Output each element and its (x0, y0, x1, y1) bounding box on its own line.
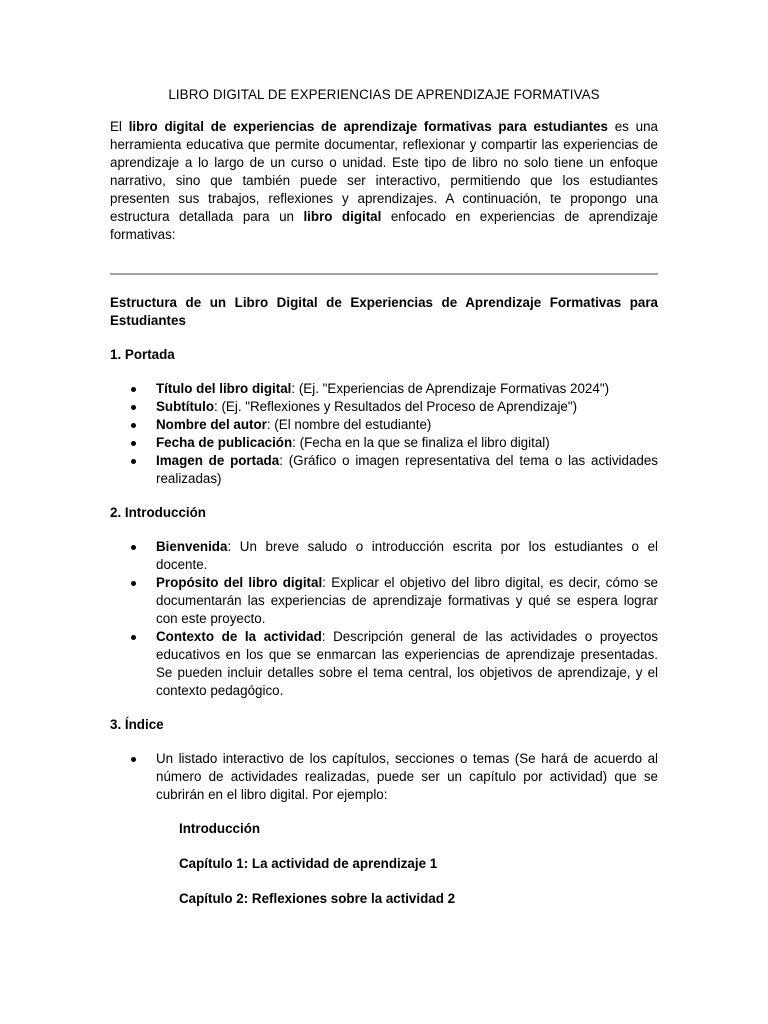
item-label: Bienvenida (156, 539, 228, 554)
item-label: Fecha de publicación (156, 435, 293, 450)
intro-bold-1: libro digital de experiencias de aprendizaje formativas para estudiantes (128, 119, 608, 134)
intro-bold-2: libro digital (303, 209, 382, 224)
item-text: : (El nombre del estudiante) (266, 417, 432, 432)
list-item (110, 380, 658, 398)
item-text: : (Gráfico o imagen representativa del tema o las actividades realizadas) (156, 453, 658, 486)
section-heading-indice: 3. Índice (110, 717, 164, 732)
bullet-icon (131, 387, 136, 392)
item-text: : Explicar el objetivo del libro digital, es decir, cómo se documentarán las experiencias de aprendizaje formativas y qué se espera lograr con este proyecto. (156, 575, 658, 626)
intro-text-3: enfocado en experiencias de aprendizaje formativas: (110, 209, 658, 242)
list-item (110, 416, 658, 434)
list-item (110, 452, 658, 488)
intro-text-1: El (110, 119, 129, 134)
intro-text-2: es una herramienta educativa que permite documentar, reflexionar y compartir las experiencias de aprendizaje a lo largo de un curso o unidad. Este tipo de libro no solo tiene un enfoque narrativo, sino que también puede ser interactivo, permitiendo que los estudiantes presenten sus trabajos, reflexiones y aprendizajes. A continuación, te propongo una estructura detallada para un (110, 119, 658, 224)
introduccion-list (110, 538, 658, 700)
item-label: Imagen de portada (156, 453, 280, 468)
item-label: Subtítulo (156, 399, 215, 414)
bullet-icon (131, 635, 136, 640)
list-item (110, 574, 658, 628)
bullet-icon (131, 423, 136, 428)
bullet-icon (131, 757, 136, 762)
document-title: LIBRO DIGITAL DE EXPERIENCIAS DE APRENDIZAJE FORMATIVAS (168, 87, 600, 102)
item-text: : Descripción general de las actividades o proyectos educativos en los que se enmarcan las experiencias de aprendizaje presentadas. Se pueden incluir detalles sobre el tema central, los objetivos de aprendizaje, y el contexto pedagógico. (156, 629, 658, 698)
toc-example-capitulo-2: Capítulo 2: Reflexiones sobre la actividad 2 (179, 891, 456, 906)
bullet-icon (131, 545, 136, 550)
item-text: : (Ej. "Experiencias de Aprendizaje Formativas 2024") (291, 381, 610, 396)
section-heading-introduccion: 2. Introducción (110, 505, 206, 520)
structure-heading: Estructura de un Libro Digital de Experiencias de Aprendizaje Formativas para Estudiantes (110, 295, 658, 328)
list-item (110, 434, 658, 452)
bullet-icon (131, 581, 136, 586)
item-text: Un listado interactivo de los capítulos, secciones o temas (Se hará de acuerdo al número de actividades realizadas, puede ser un capítulo por actividad) que se cubrirán en el libro digital. Por ejemplo: (156, 751, 658, 802)
horizontal-divider (110, 273, 658, 275)
list-item (110, 628, 658, 700)
indice-list (110, 750, 658, 804)
item-label: Nombre del autor (156, 417, 267, 432)
portada-list (110, 380, 658, 488)
bullet-icon (131, 441, 136, 446)
item-label: Propósito del libro digital (156, 575, 323, 590)
toc-example-introduccion: Introducción (179, 821, 261, 836)
section-heading-portada: 1. Portada (110, 347, 175, 362)
item-label: Contexto de la actividad (156, 629, 322, 644)
item-label: Título del libro digital (156, 381, 292, 396)
intro-paragraph (110, 118, 658, 244)
item-text: : Un breve saludo o introducción escrita por los estudiantes o el docente. (156, 539, 658, 572)
bullet-icon (131, 405, 136, 410)
item-text: : (Fecha en la que se finaliza el libro digital) (292, 435, 550, 450)
toc-example-capitulo-1: Capítulo 1: La actividad de aprendizaje 1 (179, 856, 438, 871)
item-text: : (Ej. "Reflexiones y Resultados del Proceso de Aprendizaje") (214, 399, 578, 414)
list-item (110, 750, 658, 804)
list-item (110, 398, 658, 416)
list-item (110, 538, 658, 574)
bullet-icon (131, 459, 136, 464)
